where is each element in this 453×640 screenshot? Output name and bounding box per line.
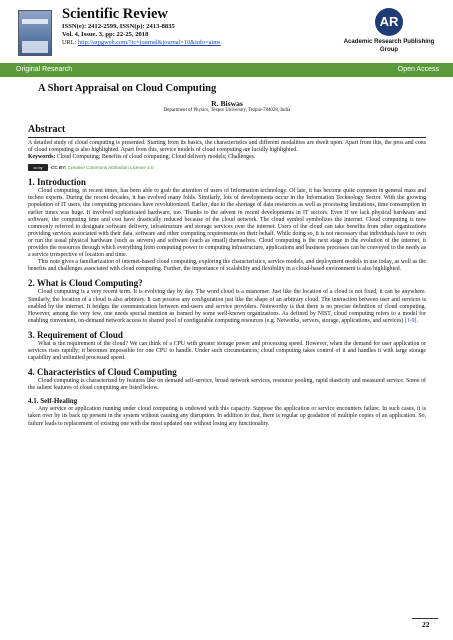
journal-url-link[interactable]: http://arpgweb.com/?ic=journal&journal=10&info=aims (77, 39, 221, 46)
journal-info (62, 6, 312, 47)
license-prefix: CC BY: (51, 165, 67, 171)
section-heading-what-is-cloud: 2. What is Cloud Computing? (28, 278, 143, 289)
license-link[interactable]: Creative Commons Attribution License 4.0 (67, 165, 154, 171)
intro-paragraph-1: Cloud computing, in recent times, has been able to grab the attention of users of Information technology. Of late, it has become quite common in general mass and techno experts. During the recent decades, it has evolved many folds. Similarly, lots of developments occur in the Information Technology Sector. With the growing population of IT users, the computing processes have revolutionized. Earlier, due to the shortage of data resources as well as processing limitations, time consumption in earlier times was huge. It involved sophisticated hardware, too. Thanks to the advent in recent developments in IT sectors. Even if we lack physical hardware and software, the computing time and cost have drastically reduced because of the cloud network. The cloud symbol symbolizes the internet. Cloud computing is now commonly referred to designate software delivery, infrastructure and storage services over the internet. Users of the cloud can take benefits from other organizations providing services associated with their data, software and other computing requirements on their behalf. While doing so, it is not necessary that individuals have to own or run the usual physical hardware (such as servers) and software (such as email) themselves. Cloud computing is the next stage in the evolution of the internet, it provides the resources through which everything from computing power to computing infrastructure, applications and business processes can be conveyed to the needy as a service irrespective of location and time. (28, 188, 426, 259)
section-heading-requirement: 3. Requirement of Cloud (28, 329, 123, 340)
citation-link[interactable]: [1-9] (404, 317, 417, 324)
journal-issn: ISSN(e): 2412-2599, ISSN(p): 2413-8835 (62, 23, 175, 30)
author-affiliation: Department of Physics, Tezpur University, Tezpur-784028, India (163, 108, 291, 113)
footer-divider (412, 618, 438, 619)
article-author: R. Biswas (211, 99, 243, 108)
journal-cover-thumbnail (18, 10, 52, 56)
abstract-text: A detailed study of cloud computing is presented. Starting from its basics, the characteristics and different modalities are dwelt upon. Apart from this, the pros and cons of cloud computing is also highlighted. Apart from this, service models of cloud computing are lucidly highlighted. (28, 140, 426, 154)
journal-header (14, 6, 439, 66)
article-banner (0, 63, 453, 77)
subsection-heading-self-healing: 4.1. Self-Healing (28, 397, 78, 406)
what-is-cloud-paragraph: Cloud computing is a very recent term. It is evolving day by day. The word cloud is a misnomer. Just like the location of a cloud is not fixed, it can be anywhere. Similarly, the location of a cloud is also arbitrary. It can possess any configuration just like the shape of an arbitrary cloud. The interaction between user and services is enabled by the internet. It bridges the communication between end-users and service providers. Noteworthy is that there is no precise definition of cloud computing. However, among the very few, one needs special mention as framed by some well-known organizations. As defined by NIST, cloud computing refers to a model for enabling convenient, on-demand network access to shared pool of configurable computing resources (e.g. Networks, servers, storage, applications, and services) [1-9]. (28, 289, 426, 324)
banner-open-access: Open Access (397, 66, 439, 73)
keywords-line (28, 154, 426, 161)
cc-license-icon: cc by (28, 164, 48, 171)
keywords-label: Keywords: (28, 154, 56, 161)
keywords-text: Cloud Computing; Benefits of cloud computing; Cloud delivery models; Challenges. (56, 154, 256, 161)
what-is-cloud-text: Cloud computing is a very recent term. It is evolving day by day. The word cloud is a misnomer. Just like the location of a cloud is not fixed, it can be anywhere. Similarly, the location of a cloud is also arbitrary. It can possess any configuration just like the shape of an arbitrary cloud. The interaction between user and services is enabled by the internet. It bridges the communication between end-users and service providers. Noteworthy is that there is no precise definition of cloud computing. However, among the very few, one needs special mention as framed by some well-known organizations. As defined by NIST, cloud computing refers to a model for enabling convenient, on-demand network access to shared pool of configurable computing resources (e.g. Networks, servers, storage, applications, and services) (28, 289, 426, 324)
section-heading-introduction: 1. Introduction (28, 177, 86, 188)
license-text (51, 165, 154, 170)
banner-original-research: Original Research (16, 66, 73, 73)
intro-paragraph-2: This note gives a familiarization of internet-based cloud computing, exploring the characteristics, service models, and deployment models in use today, as well as the benefits and challenges associated with cloud computing. Further, the importance of scalability and flexibility in a cloud-based environment is also highlighted. (28, 259, 426, 273)
journal-volume: Vol. 4, Issue. 3, pp: 22-25, 2018 (62, 31, 149, 38)
self-healing-paragraph: Any service or application running under cloud computing is endowed with this capacity. Suppose the application or service encounters failure. In such cases, it is taken over by its back up present in the system without causing any disruption. In addition to that, there is regular up gradation of multiple copies of an application. So, failure leads to replacement of existing one with the most updated one without losing any functionality. (28, 406, 426, 427)
abstract-divider (28, 137, 426, 138)
characteristics-paragraph: Cloud computing is characterized by features like on demand self-service, broad network services, resource pooling, rapid elasticity and measured service. Some of the salient features of cloud computing are listed below. (28, 378, 426, 392)
journal-url-line (62, 39, 312, 47)
page-number: 22 (422, 620, 430, 629)
license-line (28, 163, 426, 172)
requirement-paragraph: What is the requirement of the cloud? We can think of a CPU with greater storage power and processing speed. However, when the demand for user application or services rises rapidly; it becomes impossible for one CPU to handle. Under such circumstances; cloud computing takes control of it and handles it with large storage capability and unlimited processed speed. (28, 340, 426, 362)
publisher-name: Academic Research Publishing Group (343, 38, 435, 53)
journal-url-label: URL: (62, 39, 77, 46)
article-body (28, 82, 426, 428)
section-heading-characteristics: 4. Characteristics of Cloud Computing (28, 367, 177, 378)
article-title: A Short Appraisal on Cloud Computing (38, 83, 217, 94)
journal-name: Scientific Review (62, 6, 168, 22)
abstract-heading: Abstract (28, 124, 66, 135)
publisher-block (339, 8, 439, 53)
publisher-logo: AR (375, 8, 403, 36)
